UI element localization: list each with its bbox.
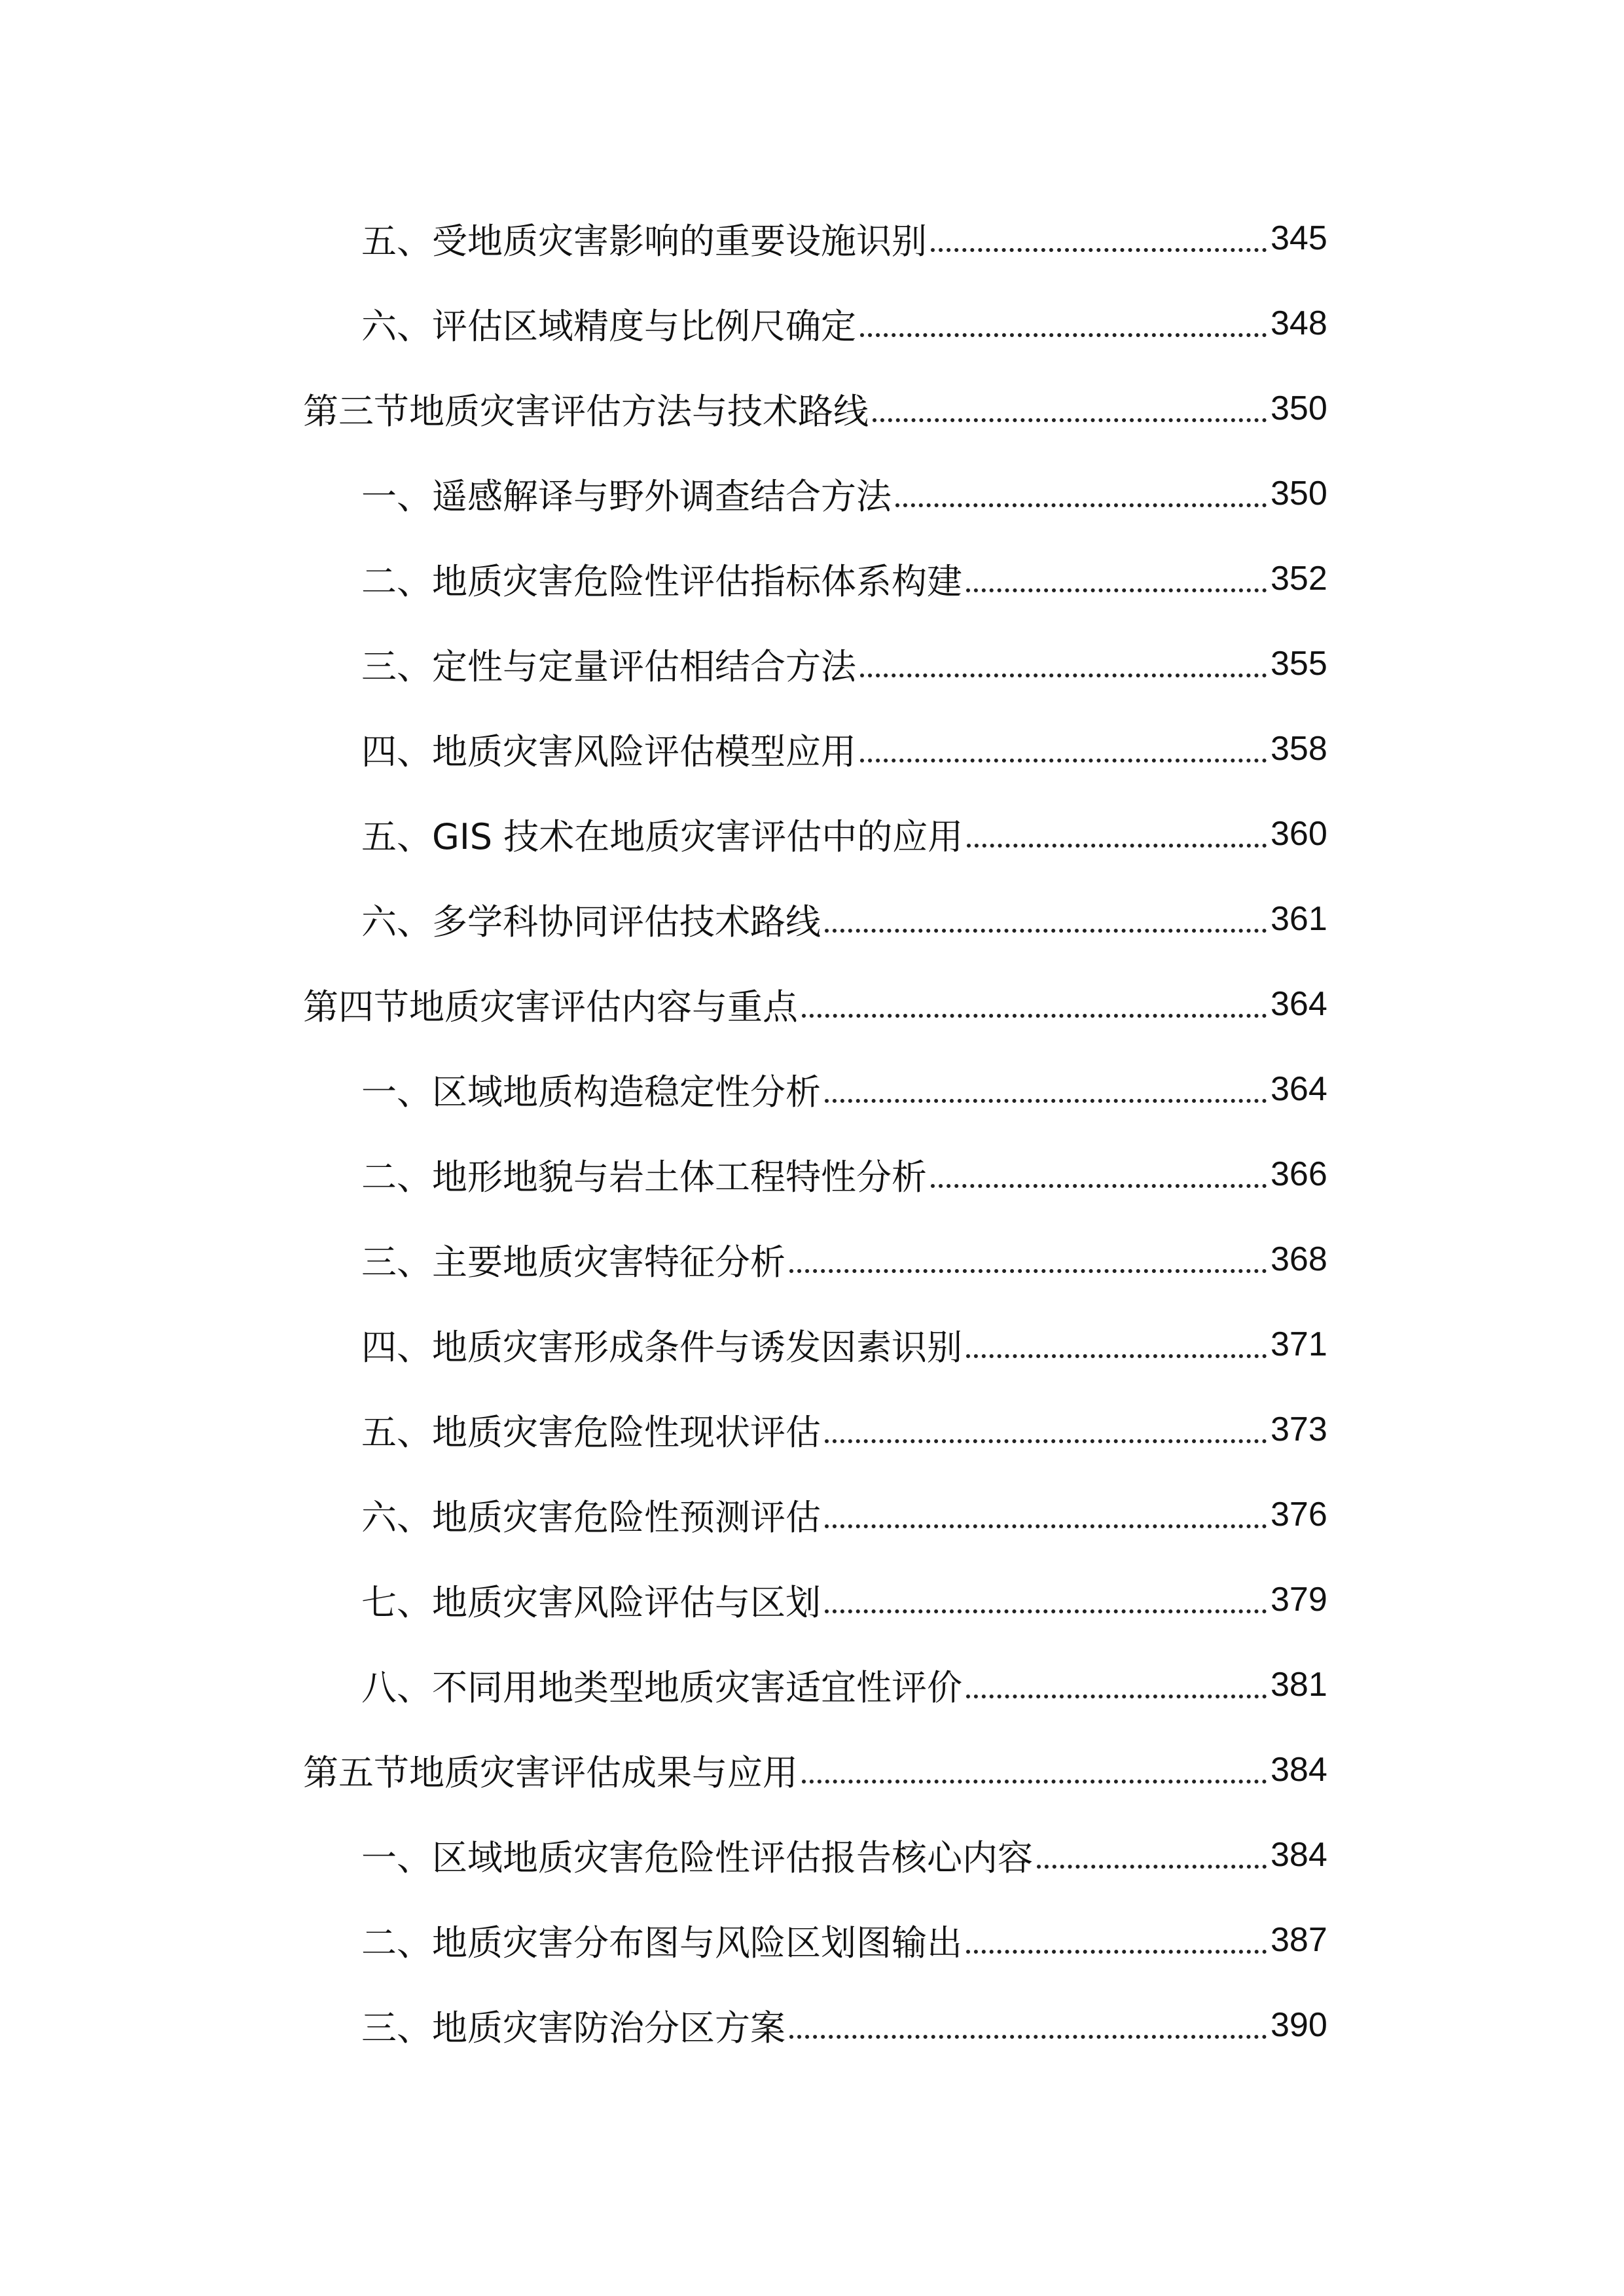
- dot-leader: [1037, 1837, 1267, 1873]
- dot-leader: [789, 2007, 1267, 2043]
- toc-page-number: 381: [1271, 1666, 1327, 1704]
- toc-section-entry[interactable]: [0, 366, 1327, 451]
- toc-page-number: 360: [1271, 815, 1327, 853]
- toc-entry-title: 一、遥感解译与野外调查结合方法: [361, 475, 892, 517]
- toc-entry-title: 第三节地质灾害评估方法与技术路线: [303, 390, 869, 432]
- toc-item-entry[interactable]: [0, 1132, 1327, 1217]
- toc-entry-title: 第五节地质灾害评估成果与应用: [303, 1751, 798, 1793]
- toc-page-number: 368: [1271, 1240, 1327, 1278]
- dot-leader: [860, 731, 1267, 766]
- dot-leader: [825, 1497, 1267, 1532]
- toc-section-entry[interactable]: [0, 961, 1327, 1047]
- toc-item-entry[interactable]: [0, 1047, 1327, 1132]
- dot-leader: [967, 816, 1267, 852]
- dot-leader: [966, 561, 1267, 596]
- toc-entry-title: 八、不同用地类型地质灾害适宜性评价: [361, 1666, 962, 1708]
- toc-page-number: 361: [1271, 900, 1327, 938]
- toc-page-number: 348: [1271, 304, 1327, 342]
- toc-page-number: 355: [1271, 645, 1327, 683]
- toc-entry-title: 一、区域地质构造稳定性分析: [361, 1071, 821, 1113]
- dot-leader: [825, 1071, 1267, 1107]
- toc-page-number: 387: [1271, 1921, 1327, 1959]
- toc-page-number: 384: [1271, 1836, 1327, 1874]
- dot-leader: [966, 1922, 1267, 1958]
- dot-leader: [825, 1412, 1267, 1447]
- toc-entry-title: 六、地质灾害危险性预测评估: [361, 1496, 821, 1538]
- toc-section-entry[interactable]: [0, 1727, 1327, 1812]
- toc-entry-title: 七、地质灾害风险评估与区划: [361, 1581, 821, 1623]
- toc-item-entry[interactable]: [0, 1897, 1327, 1982]
- toc-entry-title: 三、主要地质灾害特征分析: [361, 1241, 785, 1283]
- toc-entry-title: 四、地质灾害风险评估模型应用: [361, 730, 856, 772]
- toc-entry-title: 三、地质灾害防治分区方案: [361, 2007, 785, 2049]
- toc-item-entry[interactable]: [0, 706, 1327, 791]
- toc-item-entry[interactable]: [0, 1302, 1327, 1387]
- table-of-contents: [0, 196, 1624, 2068]
- dot-leader: [931, 221, 1267, 256]
- toc-item-entry[interactable]: [0, 196, 1327, 281]
- toc-item-entry[interactable]: [0, 536, 1327, 621]
- toc-entry-title: 五、地质灾害危险性现状评估: [361, 1411, 821, 1453]
- toc-entry-title: 二、地质灾害分布图与风险区划图输出: [361, 1922, 962, 1964]
- dot-leader: [895, 476, 1267, 511]
- toc-entry-title: 四、地质灾害形成条件与诱发因素识别: [361, 1326, 962, 1368]
- toc-page-number: 366: [1271, 1155, 1327, 1193]
- toc-item-entry[interactable]: [0, 451, 1327, 536]
- toc-page-number: 373: [1271, 1410, 1327, 1448]
- dot-leader: [966, 1327, 1267, 1362]
- toc-item-entry[interactable]: [0, 621, 1327, 706]
- dot-leader: [802, 1752, 1267, 1787]
- toc-entry-title: 二、地形地貌与岩土体工程特性分析: [361, 1156, 927, 1198]
- toc-item-entry[interactable]: [0, 1557, 1327, 1642]
- toc-item-entry[interactable]: [0, 1642, 1327, 1727]
- toc-item-entry[interactable]: [0, 1812, 1327, 1897]
- toc-entry-title: 三、定性与定量评估相结合方法: [361, 645, 856, 687]
- toc-page-number: 364: [1271, 1070, 1327, 1108]
- dot-leader: [966, 1667, 1267, 1702]
- toc-page-number: 350: [1271, 475, 1327, 512]
- toc-item-entry[interactable]: [0, 281, 1327, 366]
- toc-page-number: 371: [1271, 1325, 1327, 1363]
- toc-item-entry[interactable]: [0, 791, 1327, 876]
- toc-entry-title: 六、评估区域精度与比例尺确定: [361, 305, 856, 347]
- toc-item-entry[interactable]: [0, 1982, 1327, 2068]
- toc-entry-title: 二、地质灾害危险性评估指标体系构建: [361, 560, 962, 602]
- toc-page-number: 350: [1271, 389, 1327, 427]
- toc-page-number: 352: [1271, 560, 1327, 598]
- dot-leader: [825, 901, 1267, 937]
- toc-item-entry[interactable]: [0, 876, 1327, 961]
- toc-page-number: 364: [1271, 985, 1327, 1023]
- dot-leader: [789, 1242, 1267, 1277]
- dot-leader: [802, 986, 1267, 1022]
- toc-entry-title: 一、区域地质灾害危险性评估报告核心内容: [361, 1837, 1033, 1878]
- toc-item-entry[interactable]: [0, 1472, 1327, 1557]
- dot-leader: [931, 1157, 1267, 1192]
- toc-page-number: 358: [1271, 730, 1327, 768]
- toc-entry-title: 五、GIS 技术在地质灾害评估中的应用: [361, 816, 964, 857]
- toc-page-number: 376: [1271, 1496, 1327, 1534]
- toc-entry-title: 五、受地质灾害影响的重要设施识别: [361, 220, 927, 262]
- toc-item-entry[interactable]: [0, 1387, 1327, 1472]
- toc-page-number: 384: [1271, 1751, 1327, 1789]
- dot-leader: [825, 1582, 1267, 1617]
- toc-page-number: 345: [1271, 219, 1327, 257]
- dot-leader: [860, 306, 1267, 341]
- toc-page-number: 379: [1271, 1581, 1327, 1619]
- toc-entry-title: 第四节地质灾害评估内容与重点: [303, 986, 798, 1028]
- toc-item-entry[interactable]: [0, 1217, 1327, 1302]
- toc-page-number: 390: [1271, 2006, 1327, 2044]
- dot-leader: [873, 391, 1267, 426]
- dot-leader: [860, 646, 1267, 681]
- toc-entry-title: 六、多学科协同评估技术路线: [361, 901, 821, 942]
